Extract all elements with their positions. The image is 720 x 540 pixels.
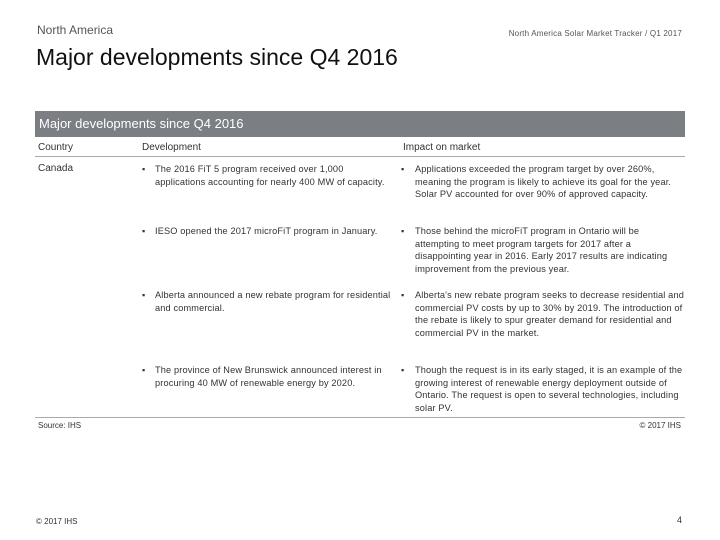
column-header-impact: Impact on market [403,142,481,153]
table-banner: Major developments since Q4 2016 [35,111,685,137]
header-divider [35,156,685,157]
impact-item: ▪ Alberta's new rebate program seeks to decrease residential and commercial PV costs by up to 30% by 2019. The introduction of the rebate is likely to spur greater demand for residential and commercial PV in the market. [415,289,685,339]
source-note: Source: IHS [38,421,82,430]
page-number: 4 [676,515,682,525]
page-title: Major developments since Q4 2016 [36,44,398,70]
impact-item: ▪ Applications exceeded the program target by over 260%, meaning the program is likely to achieve its goal for the year. Solar PV accounted for over 90% of approved capacity. [415,163,685,201]
country-cell: Canada [38,163,74,174]
table-bottom-rule [35,417,685,418]
development-item: ▪ The province of New Brunswick announced interest in procuring 40 MW of renewable energy by 2020. [155,364,393,389]
development-item: ▪ Alberta announced a new rebate program for residential and commercial. [155,289,393,314]
development-item: ▪ IESO opened the 2017 microFiT program in January. [155,225,393,238]
column-header-development: Development [142,142,201,153]
impact-item: ▪ Though the request is in its early staged, it is an example of the growing interest of renewable energy deployment outside of Ontario. The request is open to several technologies, including solar PV. [415,364,685,414]
report-name: North America Solar Market Tracker / Q1 2017 [508,29,682,38]
development-item: ▪ The 2016 FiT 5 program received over 1,000 applications accounting for nearly 400 MW of capacity. [155,163,393,188]
copyright-right: © 2017 IHS [639,421,681,430]
impact-item: ▪ Those behind the microFiT program in Ontario will be attempting to meet program targets for 2017 after a disappointing year in 2016. Early 2017 results are indicating improvement from the previous year. [415,225,685,275]
region-label: North America [37,23,114,37]
column-header-country: Country [38,142,74,153]
footer-copyright: © 2017 IHS [36,517,78,526]
